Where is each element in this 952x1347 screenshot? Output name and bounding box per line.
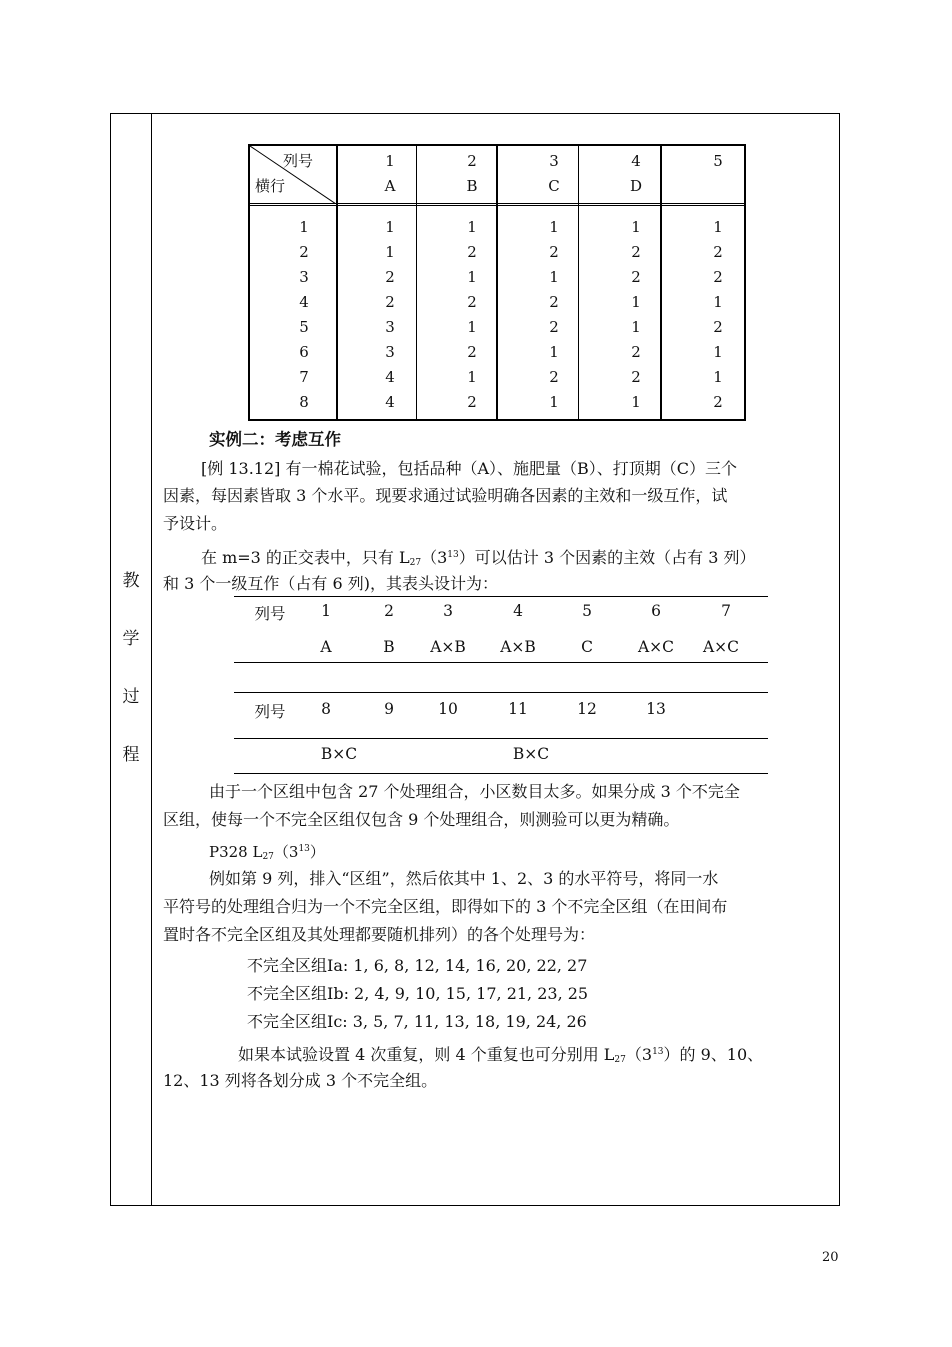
header-col-num: 1 — [321, 602, 331, 620]
header-design-table — [234, 594, 768, 774]
table-cell: 4 — [385, 368, 395, 386]
header-col-num: 5 — [582, 602, 592, 620]
table-cell: 1 — [549, 393, 559, 411]
header-col-num: 11 — [508, 700, 528, 718]
table-cell: 2 — [467, 343, 477, 361]
table-cell: 2 — [631, 268, 641, 286]
paragraph-line: 平符号的处理组合归为一个不完全区组，即得如下的 3 个不完全区组（在田间布 — [163, 897, 728, 916]
header-factor: A×B — [430, 638, 466, 656]
paragraph-line: 12、13 列将各划分成 3 个不完全组。 — [163, 1071, 438, 1090]
paragraph-line: 置时各不完全区组及其处理都要随机排列）的各个处理号为： — [163, 925, 596, 944]
table-cell: 1 — [467, 368, 477, 386]
example2-heading: 实例二：考虑互作 — [209, 430, 341, 449]
header-factor: A×B — [500, 638, 536, 656]
table-cell: 4 — [385, 393, 395, 411]
header-row-label: 列号 — [254, 605, 286, 623]
table-cell: 2 — [713, 268, 723, 286]
column-number: 4 — [631, 152, 641, 170]
paragraph-line: 例如第 9 列，排入“区组”，然后依其中 1、2、3 的水平符号，将同一水 — [209, 869, 719, 888]
table-cell: 3 — [385, 318, 395, 336]
header-factor: B×C — [320, 745, 358, 763]
row-number: 5 — [299, 318, 309, 336]
header-col-num: 10 — [438, 700, 458, 718]
table-cell: 2 — [549, 243, 559, 261]
corner-bottom-label: 横行 — [254, 177, 285, 195]
header-factor: A×C — [702, 638, 740, 656]
row-number: 8 — [299, 393, 309, 411]
paragraph-line: P328 $L_{27}(3^{13})$ — [209, 843, 325, 862]
section-label-char: 程 — [122, 745, 140, 765]
table-cell: 2 — [549, 368, 559, 386]
page-frame — [110, 113, 840, 1206]
row-number: 6 — [299, 343, 309, 361]
row-number: 2 — [299, 243, 309, 261]
corner-top-label: 列号 — [282, 152, 313, 170]
header-col-num: 9 — [384, 700, 394, 718]
table-cell: 2 — [385, 268, 395, 286]
header-col-num: 12 — [577, 700, 597, 718]
header-factor: B×C — [512, 745, 550, 763]
header-col-num: 4 — [513, 602, 523, 620]
header-row-label: 列号 — [254, 703, 286, 721]
table-cell: 1 — [713, 343, 723, 361]
column-factor: D — [629, 177, 643, 195]
table-cell: 1 — [385, 218, 395, 236]
header-col-num: 2 — [384, 602, 394, 620]
paragraph-line: 予设计。 — [163, 514, 228, 533]
column-number: 3 — [549, 152, 559, 170]
table-cell: 1 — [631, 293, 641, 311]
paragraph-line: 区组，使每一个不完全区组仅包含 9 个处理组合，则测验可以更为精确。 — [163, 810, 680, 829]
header-col-num: 8 — [321, 700, 331, 718]
column-factor: B — [466, 177, 478, 195]
table-cell: 1 — [467, 218, 477, 236]
table-cell: 2 — [467, 293, 477, 311]
table-cell: 3 — [385, 343, 395, 361]
table-cell: 1 — [549, 268, 559, 286]
header-factor: A×C — [637, 638, 675, 656]
row-number: 4 — [299, 293, 309, 311]
header-col-num: 7 — [721, 602, 731, 620]
table-cell: 1 — [631, 393, 641, 411]
incomplete-block-a: 不完全区组Ⅰa: 1, 6, 8, 12, 14, 16, 20, 22, 27 — [247, 956, 588, 975]
content-area — [152, 114, 839, 1205]
paragraph-line: [例 13.12] 有一棉花试验，包括品种（A）、施肥量（B）、打顶期（C）三个 — [201, 459, 738, 478]
header-col-num: 6 — [651, 602, 661, 620]
table-cell: 1 — [713, 293, 723, 311]
paragraph-line: 在 m=3 的正交表中，只有 $L_{27}(3^{13})$可以估计 3 个因素的主效（占有 3 列） — [201, 548, 756, 568]
section-label-char: 教 — [122, 571, 140, 591]
header-col-num: 13 — [646, 700, 666, 718]
paragraph-line: 如果本试验设置 4 次重复，则 4 个重复也可分别用 $L_{27}(3^{13})$的 9、10、 — [238, 1045, 764, 1065]
section-label-column — [111, 114, 152, 1205]
table-cell: 1 — [631, 218, 641, 236]
column-number: 5 — [713, 152, 723, 170]
table-cell: 2 — [631, 343, 641, 361]
table-cell: 2 — [467, 393, 477, 411]
table-cell: 1 — [385, 243, 395, 261]
table-cell: 1 — [467, 268, 477, 286]
table-cell: 2 — [549, 318, 559, 336]
table-cell: 1 — [467, 318, 477, 336]
header-factor: A — [320, 638, 332, 656]
paragraph-line: 因素，每因素皆取 3 个水平。现要求通过试验明确各因素的主效和一级互作，试 — [163, 486, 728, 505]
row-number: 3 — [299, 268, 309, 286]
paragraph-line: 和 3 个一级互作（占有 6 列)，其表头设计为： — [163, 574, 498, 593]
row-number: 1 — [299, 218, 309, 236]
column-number: 1 — [385, 152, 395, 170]
paragraph-line: 由于一个区组中包含 27 个处理组合，小区数目太多。如果分成 3 个不完全 — [209, 782, 740, 801]
table-cell: 1 — [549, 218, 559, 236]
orthogonal-table — [248, 144, 746, 421]
column-factor: A — [384, 177, 396, 195]
section-label-char: 学 — [122, 629, 140, 649]
table-cell: 2 — [549, 293, 559, 311]
table-cell: 1 — [549, 343, 559, 361]
table-cell: 1 — [713, 368, 723, 386]
table-cell: 2 — [713, 318, 723, 336]
table-cell: 2 — [385, 293, 395, 311]
table-cell: 2 — [713, 243, 723, 261]
table-cell: 1 — [631, 318, 641, 336]
table-cell: 2 — [631, 368, 641, 386]
header-factor: C — [581, 638, 593, 656]
header-factor: B — [383, 638, 395, 656]
row-number: 7 — [299, 368, 309, 386]
page-number: 20 — [822, 1250, 839, 1265]
header-col-num: 3 — [443, 602, 453, 620]
section-label-char: 过 — [122, 687, 140, 707]
table-cell: 2 — [713, 393, 723, 411]
column-factor: C — [548, 177, 560, 195]
table-cell: 2 — [631, 243, 641, 261]
incomplete-block-b: 不完全区组Ⅰb: 2, 4, 9, 10, 15, 17, 21, 23, 25 — [247, 984, 589, 1003]
column-number: 2 — [467, 152, 477, 170]
incomplete-block-c: 不完全区组Ⅰc: 3, 5, 7, 11, 13, 18, 19, 24, 26 — [247, 1012, 587, 1031]
table-cell: 1 — [713, 218, 723, 236]
table-cell: 2 — [467, 243, 477, 261]
